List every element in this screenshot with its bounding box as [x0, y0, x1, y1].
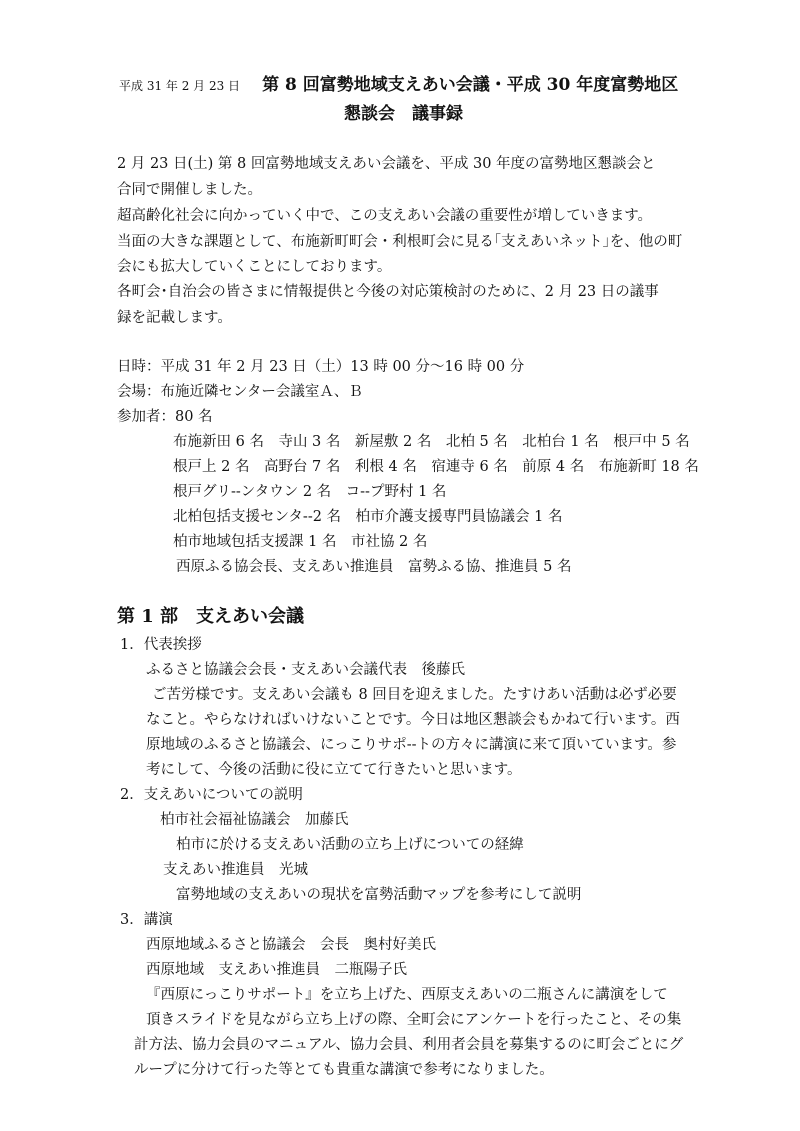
- item2-desc2: 富勢地域の支えあいの現状を富勢活動マップを参考にして説明: [176, 887, 582, 903]
- intro-line: 超高齢化社会に向かっていく中で、この支えあい会議の重要性が増していきます。: [117, 208, 653, 224]
- document-title-line1: [119, 77, 678, 94]
- item1-title: 1．代表挨拶: [120, 637, 202, 653]
- title-text-1: 第 8 回富勢地域支えあい会議・平成 30 年度富勢地区: [262, 75, 679, 95]
- item3-speaker2: 西原地域 支えあい推進員 二瓶陽子氏: [146, 962, 407, 978]
- item1-body-line: 考にして、今後の活動に役に立てて行きたいと思います。: [146, 762, 522, 778]
- meeting-venue: 会場：布施近隣センター会議室Ａ、Ｂ: [117, 384, 363, 400]
- item3-body-line: 『西原にっこりサポート』を立ち上げた、西原支えあいの二瓶さんに講演をして: [146, 987, 668, 1003]
- participants-line: 根戸グリ--ンタウン 2 名 コ--プ野村 1 名: [173, 484, 447, 500]
- participants-line: 北柏包括支援センタ--2 名 柏市介護支援専門員協議会 1 名: [173, 509, 563, 525]
- meeting-datetime: 日時：平成 31 年 2 月 23 日（土）13 時 00 分～16 時 00 分: [117, 359, 525, 375]
- part1-heading: 第 1 部 支えあい会議: [117, 606, 305, 627]
- item3-title: 3．講演: [120, 912, 173, 928]
- intro-line: 当面の大きな課題として、布施新町町会・利根町会に見る｢支えあいネット｣を、他の町: [117, 234, 683, 250]
- item1-speaker: ふるさと協議会会長・支えあい会議代表 後藤氏: [146, 662, 465, 678]
- participants-line: 西原ふる協会長、支えあい推進員 富勢ふる協、推進員 5 名: [176, 559, 572, 575]
- item2-speaker1: 柏市社会福祉協議会 加藤氏: [160, 812, 349, 828]
- item2-title: 2．支えあいについての説明: [120, 787, 303, 803]
- participants-line: 柏市地域包括支援課 1 名 市社協 2 名: [173, 534, 428, 550]
- item1-body-line: なこと。やらなければいけないことです。今日は地区懇談会もかねて行います。西: [146, 712, 680, 728]
- item3-body-line: ループに分けて行った等とても貴重な講演で参考になりました。: [134, 1062, 554, 1078]
- document-title-line2: 懇談会 議事録: [344, 104, 463, 124]
- item1-body-line: 原地域のふるさと協議会、にっこりサポ--トの方々に講演に来て頂いています。参: [146, 737, 677, 753]
- participants-line: 布施新田 6 名 寺山 3 名 新屋敷 2 名 北柏 5 名 北柏台 1 名 根戸中 5 名: [173, 434, 690, 450]
- intro-line: 合同で開催しました。: [117, 182, 262, 198]
- item3-body-line: 頂きスライドを見ながら立ち上げの際、全町会にアンケートを行ったこと、その集: [146, 1012, 682, 1028]
- item2-speaker2: 支えあい推進員 光城: [163, 862, 308, 878]
- meeting-date: 平成 31 年 2 月 23 日: [119, 79, 241, 93]
- participants-line: 根戸上 2 名 高野台 7 名 利根 4 名 宿連寺 6 名 前原 4 名 布施新町 18 名: [173, 459, 699, 475]
- intro-line: 録を記載します。: [117, 310, 232, 326]
- item3-speaker1: 西原地域ふるさと協議会 会長 奥村好美氏: [146, 937, 436, 953]
- intro-line: 各町会･自治会の皆さまに情報提供と今後の対応策検討のために、2 月 23 日の議事: [117, 284, 659, 300]
- item2-desc1: 柏市に於ける支えあい活動の立ち上げについての経緯: [176, 837, 524, 853]
- item1-body-line: ご苦労様です。支えあい会議も 8 回目を迎えました。たすけあい活動は必ず必要: [152, 687, 677, 703]
- item3-body-line: 計方法、協力会員のマニュアル、協力会員、利用者会員を募集するのに町会ごとにグ: [134, 1037, 684, 1053]
- intro-line: 2 月 23 日(土) 第 8 回富勢地域支えあい会議を、平成 30 年度の富勢地区懇談会と: [117, 156, 656, 172]
- intro-line: 会にも拡大していくことにしております。: [117, 259, 392, 275]
- participants-total: 参加者：80 名: [117, 409, 213, 425]
